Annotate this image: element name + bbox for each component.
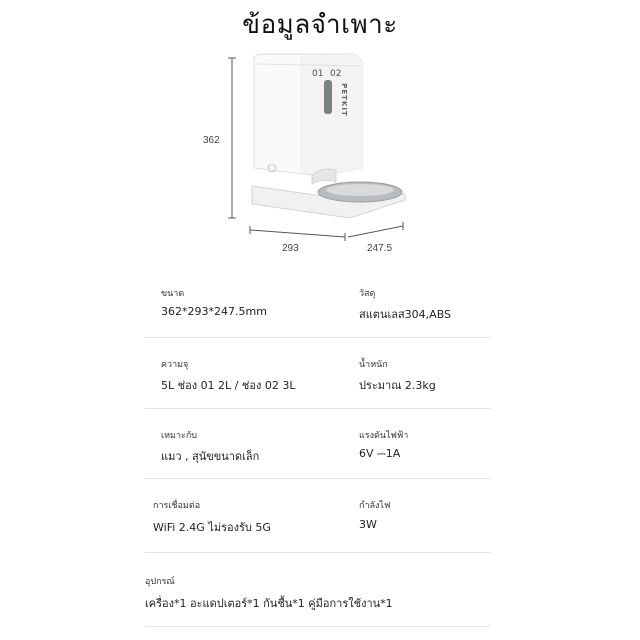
spec-value-voltage: 6V ⎓1A <box>359 447 401 460</box>
spec-label-capacity: ความจุ <box>161 360 189 370</box>
divider <box>145 478 490 479</box>
depth-dimension-line <box>348 222 403 237</box>
food-window <box>324 80 332 114</box>
divider <box>145 552 490 553</box>
page-title: ข้อมูลจำเพาะ <box>242 10 398 40</box>
spec-value-power: 3W <box>359 518 377 531</box>
spec-label-size: ขนาด <box>161 289 185 299</box>
product-illustration <box>0 0 640 270</box>
divider <box>145 337 490 338</box>
window-label-01: 01 <box>312 69 324 79</box>
spec-table <box>145 270 490 640</box>
brand-logo: PETKIT <box>339 83 348 117</box>
spec-label-weight: น้ำหนัก <box>359 360 388 370</box>
divider <box>145 408 490 409</box>
spec-label-suitable-for: เหมาะกับ <box>161 431 197 441</box>
width-label: 293 <box>282 243 299 254</box>
window-label-02: 02 <box>330 69 342 79</box>
spec-value-weight: ประมาณ 2.3kg <box>359 379 436 392</box>
spec-value-size: 362*293*247.5mm <box>161 305 267 318</box>
divider <box>145 626 490 627</box>
width-dimension-line <box>250 226 345 241</box>
depth-label: 247.5 <box>367 243 393 254</box>
spec-value-accessories: เครื่อง*1 อะแดปเตอร์*1 กันชื้น*1 คู่มือการใช้งาน*1 <box>145 597 393 610</box>
height-label: 362 <box>203 135 220 146</box>
spec-label-voltage: แรงดันไฟฟ้า <box>359 431 409 441</box>
spec-label-material: วัสดุ <box>359 289 376 299</box>
spec-label-power: กำลังไฟ <box>359 501 391 511</box>
spec-value-material: สแตนเลส304,ABS <box>359 308 452 321</box>
spec-label-connectivity: การเชื่อมต่อ <box>153 501 201 511</box>
spec-label-accessories: อุปกรณ์ <box>145 577 175 587</box>
spec-value-connectivity: WiFi 2.4G ไม่รองรับ 5G <box>153 521 271 534</box>
spec-value-suitable-for: แมว , สุนัขขนาดเล็ก <box>161 450 260 463</box>
height-dimension-line <box>228 58 236 218</box>
spec-value-capacity: 5L ช่อง 01 2L / ช่อง 02 3L <box>161 379 296 392</box>
